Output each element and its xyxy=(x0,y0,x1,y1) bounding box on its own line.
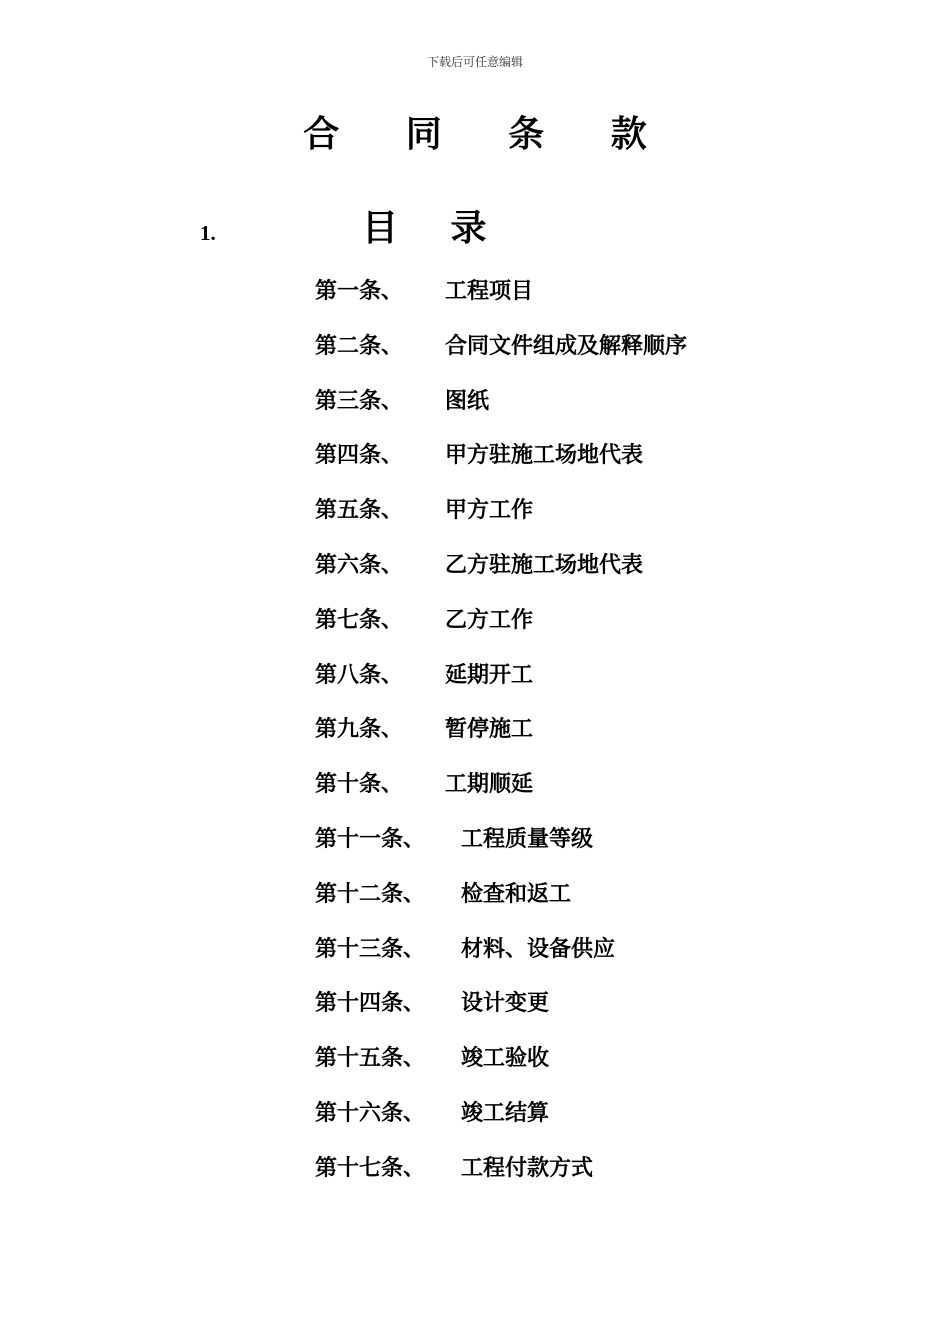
toc-item-label: 第十三条、 xyxy=(315,936,426,962)
toc-item xyxy=(315,658,687,713)
toc-item-text: 材料、设备供应 xyxy=(461,936,616,962)
toc-item xyxy=(315,548,687,603)
toc-item-label: 第五条、 xyxy=(315,498,404,524)
toc-item-text: 图纸 xyxy=(445,388,490,414)
document-title: 合 同 条 款 xyxy=(303,114,674,155)
toc-item-label: 第十一条、 xyxy=(315,826,426,852)
toc-item xyxy=(315,274,687,329)
toc-item xyxy=(315,1151,687,1206)
toc-item-text: 甲方驻施工场地代表 xyxy=(445,443,644,469)
toc-item-text: 设计变更 xyxy=(461,991,550,1017)
toc-item-text: 甲方工作 xyxy=(445,498,534,524)
toc-item xyxy=(315,603,687,658)
toc-item-text: 检查和返工 xyxy=(461,881,572,907)
toc-item-text: 竣工结算 xyxy=(461,1100,550,1126)
toc-item-text: 工程质量等级 xyxy=(461,826,594,852)
toc-item-label: 第三条、 xyxy=(315,388,404,414)
table-of-contents xyxy=(315,274,687,1206)
toc-item-text: 乙方工作 xyxy=(445,607,534,633)
toc-item-label: 第十五条、 xyxy=(315,1046,426,1072)
toc-item-text: 工程项目 xyxy=(445,279,534,304)
toc-item-text: 工程付款方式 xyxy=(461,1155,594,1181)
toc-item-label: 第六条、 xyxy=(315,552,404,578)
toc-item-label: 第十七条、 xyxy=(315,1155,426,1181)
toc-item-label: 第十四条、 xyxy=(315,991,426,1017)
toc-item-label: 第二条、 xyxy=(315,333,404,359)
toc-item-label: 第四条、 xyxy=(315,443,404,469)
toc-item-text: 竣工验收 xyxy=(461,1046,550,1072)
toc-item xyxy=(315,822,687,877)
toc-item-label: 第十条、 xyxy=(315,772,404,798)
toc-item xyxy=(315,438,687,493)
toc-item xyxy=(315,493,687,548)
toc-item xyxy=(315,1096,687,1151)
toc-item-label: 第十六条、 xyxy=(315,1100,426,1126)
toc-item xyxy=(315,712,687,767)
toc-item xyxy=(315,877,687,932)
toc-item-text: 合同文件组成及解释顺序 xyxy=(445,333,688,359)
toc-item-label: 第七条、 xyxy=(315,607,404,633)
toc-item-label: 第一条、 xyxy=(315,279,404,304)
toc-item xyxy=(315,1041,687,1096)
section-number: 1. xyxy=(200,221,216,245)
toc-item xyxy=(315,384,687,439)
header-note: 下载后可任意编辑 xyxy=(426,55,523,69)
toc-item-text: 延期开工 xyxy=(445,662,534,688)
toc-item-text: 乙方驻施工场地代表 xyxy=(445,552,644,578)
toc-item xyxy=(315,986,687,1041)
toc-item xyxy=(315,932,687,987)
toc-item-text: 工期顺延 xyxy=(445,772,534,798)
section-title: 目 录 xyxy=(362,208,507,249)
toc-item-label: 第八条、 xyxy=(315,662,404,688)
toc-item xyxy=(315,767,687,822)
toc-item-text: 暂停施工 xyxy=(445,717,534,743)
toc-item-label: 第十二条、 xyxy=(315,881,426,907)
toc-item xyxy=(315,329,687,384)
toc-item-label: 第九条、 xyxy=(315,717,404,743)
